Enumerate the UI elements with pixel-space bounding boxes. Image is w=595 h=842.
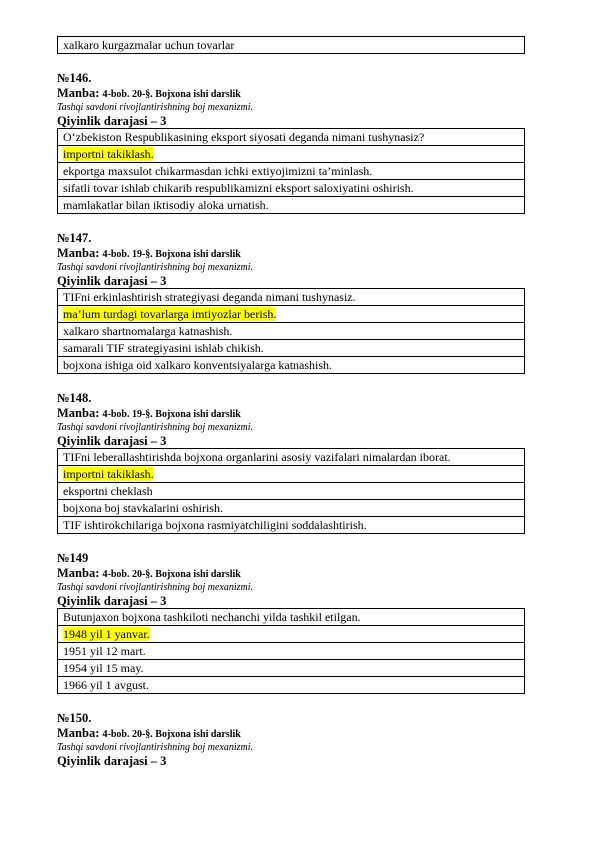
option-row: 1954 yil 15 may. bbox=[58, 660, 525, 677]
options-table bbox=[57, 448, 525, 534]
difficulty-level: Qiyinlik darajasi – 3 bbox=[57, 114, 167, 128]
source-text: 4-bob. 19-§. Bojxona ishi darslik bbox=[102, 409, 241, 420]
correct-answer bbox=[58, 146, 525, 163]
answer-highlight: ma’lum turdagi tovarlarga imtiyozlar berish. bbox=[63, 307, 277, 321]
difficulty-level: Qiyinlik darajasi – 3 bbox=[57, 754, 167, 768]
options-table bbox=[57, 288, 525, 374]
option-row: bojxona boj stavkalarini oshirish. bbox=[58, 500, 525, 517]
option-row: eksportni cheklash bbox=[58, 483, 525, 500]
answer-highlight: importni takiklash. bbox=[63, 147, 154, 161]
question-text: TIFni leberallashtirishda bojxona organlarini asosiy vazifalari nimalardan iborat. bbox=[58, 449, 525, 466]
option-row: bojxona ishiga oid xalkaro konventsiyalarga katnashish. bbox=[58, 357, 525, 374]
correct-answer bbox=[58, 306, 525, 323]
source-line bbox=[57, 566, 525, 582]
question-149 bbox=[57, 551, 525, 694]
option-row: TIF ishtirokchilariga bojxona rasmiyatchiligini soddalashtirish. bbox=[58, 517, 525, 534]
source-text: 4-bob. 19-§. Bojxona ishi darslik bbox=[102, 249, 241, 260]
answer-highlight: importni takiklash. bbox=[63, 467, 154, 481]
intro-row: xalkaro kurgazmalar uchun tovarlar bbox=[58, 37, 525, 54]
question-number: №147. bbox=[57, 231, 92, 245]
question-number: №150. bbox=[57, 711, 92, 725]
source-label: Manba: bbox=[57, 86, 100, 100]
question-text: Butunjaxon bojxona tashkiloti nechanchi yilda tashkil etilgan. bbox=[58, 609, 525, 626]
question-number: №148. bbox=[57, 391, 92, 405]
question-text: TIFni erkinlashtirish strategiyasi deganda nimani tushynasiz. bbox=[58, 289, 525, 306]
source-line bbox=[57, 726, 525, 742]
source-text: 4-bob. 20-§. Bojxona ishi darslik bbox=[102, 89, 241, 100]
topic-line: Tashqi savdoni rivojlantirishning boj mexanizmi. bbox=[57, 742, 254, 753]
options-table bbox=[57, 128, 525, 214]
question-148 bbox=[57, 391, 525, 534]
source-line bbox=[57, 246, 525, 262]
source-text: 4-bob. 20-§. Bojxona ishi darslik bbox=[102, 729, 241, 740]
answer-highlight: 1948 yil 1 yanvar. bbox=[63, 627, 150, 641]
question-147 bbox=[57, 231, 525, 374]
option-row: mamlakatlar bilan iktisodiy aloka urnatish. bbox=[58, 197, 525, 214]
source-line bbox=[57, 86, 525, 102]
question-number: №146. bbox=[57, 71, 92, 85]
option-row: 1951 yil 12 mart. bbox=[58, 643, 525, 660]
question-146 bbox=[57, 71, 525, 214]
correct-answer bbox=[58, 466, 525, 483]
question-text: O‘zbekiston Respublikasining eksport siyosati deganda nimani tushynasiz? bbox=[58, 129, 525, 146]
difficulty-level: Qiyinlik darajasi – 3 bbox=[57, 594, 167, 608]
option-row: xalkaro shartnomalarga katnashish. bbox=[58, 323, 525, 340]
difficulty-level: Qiyinlik darajasi – 3 bbox=[57, 274, 167, 288]
topic-line: Tashqi savdoni rivojlantirishning boj mexanizmi. bbox=[57, 422, 254, 433]
source-label: Manba: bbox=[57, 406, 100, 420]
topic-line: Tashqi savdoni rivojlantirishning boj mexanizmi. bbox=[57, 102, 254, 113]
intro-table bbox=[57, 36, 525, 54]
difficulty-level: Qiyinlik darajasi – 3 bbox=[57, 434, 167, 448]
source-line bbox=[57, 406, 525, 422]
question-number: №149 bbox=[57, 551, 89, 565]
topic-line: Tashqi savdoni rivojlantirishning boj mexanizmi. bbox=[57, 262, 254, 273]
options-table bbox=[57, 608, 525, 694]
option-row: 1966 yil 1 avgust. bbox=[58, 677, 525, 694]
document-page bbox=[57, 36, 525, 768]
option-row: samarali TIF strategiyasini ishlab chikish. bbox=[58, 340, 525, 357]
correct-answer bbox=[58, 626, 525, 643]
source-label: Manba: bbox=[57, 246, 100, 260]
question-150 bbox=[57, 711, 525, 768]
option-row: ekportga maxsulot chikarmasdan ichki extiyojimizni ta’minlash. bbox=[58, 163, 525, 180]
source-label: Manba: bbox=[57, 566, 100, 580]
topic-line: Tashqi savdoni rivojlantirishning boj mexanizmi. bbox=[57, 582, 254, 593]
source-label: Manba: bbox=[57, 726, 100, 740]
option-row: sifatli tovar ishlab chikarib respublikamizni eksport saloxiyatini oshirish. bbox=[58, 180, 525, 197]
source-text: 4-bob. 20-§. Bojxona ishi darslik bbox=[102, 569, 241, 580]
